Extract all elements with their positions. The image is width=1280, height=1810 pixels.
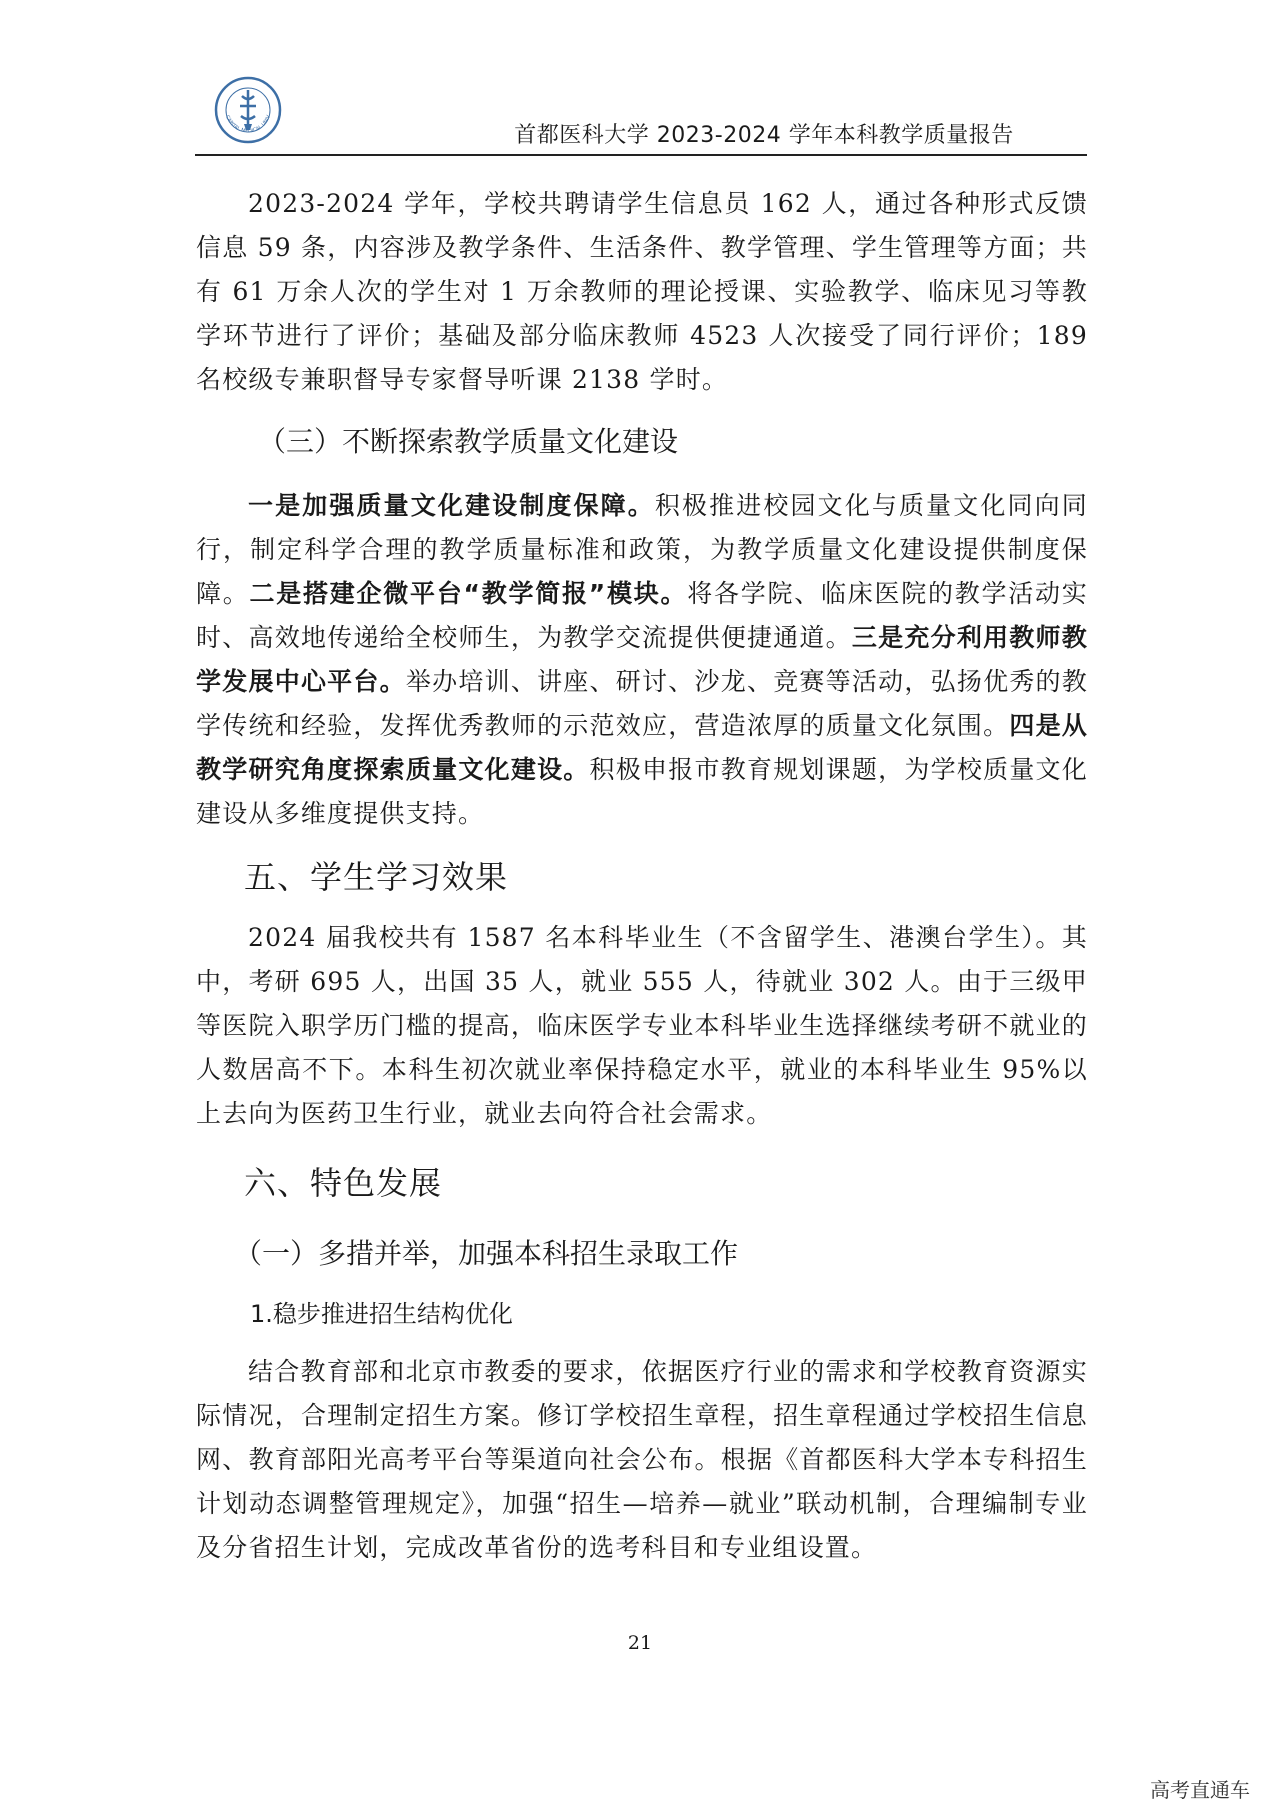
bold-point-4: 四是从教学研究角度探索质量文化建设。 xyxy=(196,711,1089,784)
bold-point-2: 二是搭建企微平台“教学简报”模块。 xyxy=(249,579,688,608)
subsection-heading-enrollment-structure: 1.稳步推进招生结构优化 xyxy=(250,1300,513,1328)
report-header-title: 首都医科大学 2023-2024 学年本科教学质量报告 xyxy=(514,123,1014,148)
paragraph-quality-culture xyxy=(196,484,1088,836)
point-4-text: 积极申报市教育规划课题，为学校质量文化建设从多维度提供支持。 xyxy=(196,755,1088,828)
point-2-text: 将各学院、临床医院的教学活动实时、高效地传递给全校师生，为教学交流提供便捷通道。 xyxy=(196,579,1088,652)
paragraph-feedback: 2023-2024 学年，学校共聘请学生信息员 162 人，通过各种形式反馈信息 59 条，内容涉及教学条件、生活条件、教学管理、学生管理等方面；共有 61 万余人次的学生对 1 万余教师的理论授课、实验教学、临床见习等教学环节进行了评价；基础及部分临床教师 4523 人次接受了同行评价；189 名校级专兼职督导专家督导听课 2138 学时。 xyxy=(196,189,1088,394)
bold-point-3: 三是充分利用教师教学发展中心平台。 xyxy=(196,623,1088,696)
university-logo xyxy=(214,76,282,144)
chapter-heading-featured-development: 六、特色发展 xyxy=(244,1164,443,1202)
section-heading-quality-culture: （三）不断探索教学质量文化建设 xyxy=(258,425,679,458)
paragraph-graduates: 2024 届我校共有 1587 名本科毕业生（不含留学生、港澳台学生）。其中，考研 695 人，出国 35 人，就业 555 人，待就业 302 人。由于三级甲等医院入职学历门槛的提高，临床医学专业本科毕业生选择继续考研不就业的人数居高不下。本科生初次就业率保持稳定水平，就业的本科毕业生 95%以上去向为医药卫生行业，就业去向符合社会需求。 xyxy=(196,923,1088,1128)
bold-point-1: 一是加强质量文化建设制度保障。 xyxy=(248,491,655,520)
section-heading-admissions: （一）多措并举，加强本科招生录取工作 xyxy=(234,1237,739,1270)
paragraph-admissions-plan: 结合教育部和北京市教委的要求，依据医疗行业的需求和学校教育资源实际情况，合理制定招生方案。修订学校招生章程，招生章程通过学校招生信息网、教育部阳光高考平台等渠道向社会公布。根据《首都医科大学本专科招生计划动态调整管理规定》，加强“招生—培养—就业”联动机制，合理编制专业及分省招生计划，完成改革省份的选考科目和专业组设置。 xyxy=(196,1357,1088,1562)
point-1-text: 积极推进校园文化与质量文化同向同行，制定科学合理的教学质量标准和政策，为教学质量文化建设提供制度保障。 xyxy=(196,491,1088,608)
chapter-heading-learning-outcomes: 五、学生学习效果 xyxy=(244,858,509,896)
svg-text:CAPITAL MEDICAL UNIVERSITY: CAPITAL MEDICAL UNIV xyxy=(224,114,272,135)
page-number: 21 xyxy=(627,1632,653,1654)
header-divider xyxy=(195,154,1087,156)
point-3-text: 举办培训、讲座、研讨、沙龙、竞赛等活动，弘扬优秀的教学传统和经验，发挥优秀教师的示范效应，营造浓厚的质量文化氛围。 xyxy=(196,667,1088,740)
watermark: 高考直通车 xyxy=(1150,1778,1250,1802)
